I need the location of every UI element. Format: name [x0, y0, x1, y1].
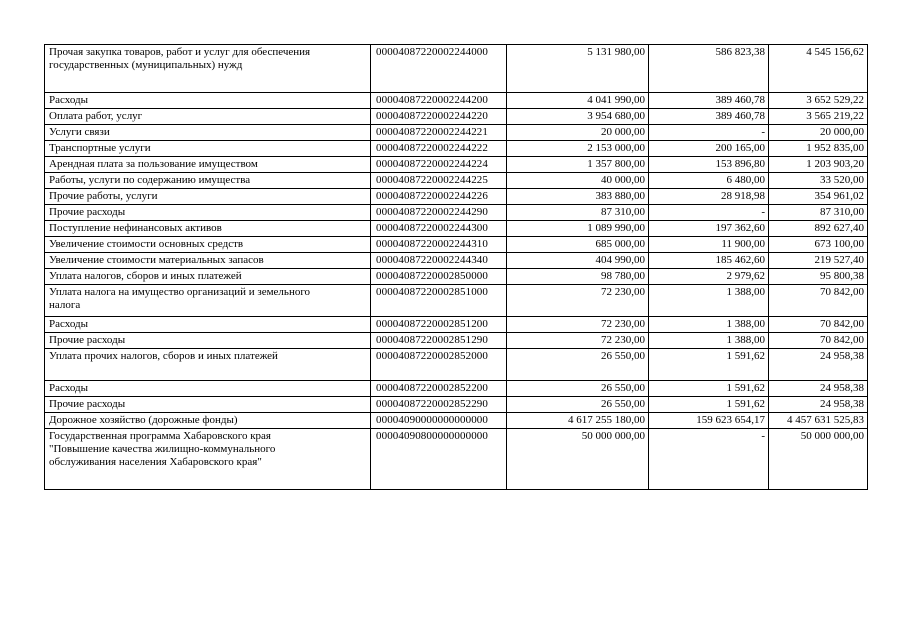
row-done: 586 823,38	[649, 45, 769, 93]
row-done: 197 362,60	[649, 221, 769, 237]
row-spacer	[322, 125, 371, 141]
table-row	[45, 221, 868, 237]
row-rest: 50 000 000,00	[769, 429, 868, 490]
row-done: 389 460,78	[649, 109, 769, 125]
table-row	[45, 413, 868, 429]
table-row	[45, 349, 868, 381]
row-rest: 20 000,00	[769, 125, 868, 141]
row-done: 1 388,00	[649, 317, 769, 333]
row-spacer	[322, 317, 371, 333]
row-plan: 20 000,00	[507, 125, 649, 141]
row-code: 00004090000000000000	[371, 413, 507, 429]
row-spacer	[322, 189, 371, 205]
row-name: Арендная плата за пользование имуществом	[45, 157, 322, 173]
row-code: 00004087220002244000	[371, 45, 507, 93]
row-code: 00004087220002244300	[371, 221, 507, 237]
table-row	[45, 269, 868, 285]
row-plan: 3 954 680,00	[507, 109, 649, 125]
row-name: Прочая закупка товаров, работ и услуг для обеспечения государственных (муниципальных) нужд	[45, 45, 322, 93]
row-done: 1 591,62	[649, 381, 769, 397]
row-spacer	[322, 45, 371, 93]
row-name: Уплата налога на имущество организаций и земельного налога	[45, 285, 322, 317]
row-name: Увеличение стоимости материальных запасов	[45, 253, 322, 269]
row-name: Прочие работы, услуги	[45, 189, 322, 205]
row-plan: 1 357 800,00	[507, 157, 649, 173]
table-row	[45, 141, 868, 157]
row-spacer	[322, 413, 371, 429]
row-done: 1 388,00	[649, 333, 769, 349]
row-code: 00004087220002244200	[371, 93, 507, 109]
row-code: 00004087220002244225	[371, 173, 507, 189]
row-plan: 1 089 990,00	[507, 221, 649, 237]
row-rest: 87 310,00	[769, 205, 868, 221]
row-rest: 24 958,38	[769, 397, 868, 413]
table-row	[45, 253, 868, 269]
row-code: 00004087220002244222	[371, 141, 507, 157]
row-name: Прочие расходы	[45, 333, 322, 349]
table-row	[45, 189, 868, 205]
row-done: 6 480,00	[649, 173, 769, 189]
row-plan: 26 550,00	[507, 349, 649, 381]
row-done: 28 918,98	[649, 189, 769, 205]
row-plan: 685 000,00	[507, 237, 649, 253]
row-name: Расходы	[45, 381, 322, 397]
row-rest: 892 627,40	[769, 221, 868, 237]
row-plan: 4 041 990,00	[507, 93, 649, 109]
row-plan: 5 131 980,00	[507, 45, 649, 93]
row-name: Увеличение стоимости основных средств	[45, 237, 322, 253]
table-row	[45, 317, 868, 333]
row-name: Дорожное хозяйство (дорожные фонды)	[45, 413, 322, 429]
row-name: Прочие расходы	[45, 397, 322, 413]
table-row	[45, 125, 868, 141]
row-spacer	[322, 349, 371, 381]
row-code: 00004090800000000000	[371, 429, 507, 490]
row-done: 153 896,80	[649, 157, 769, 173]
row-code: 00004087220002852200	[371, 381, 507, 397]
row-code: 00004087220002244310	[371, 237, 507, 253]
table-row	[45, 397, 868, 413]
row-rest: 219 527,40	[769, 253, 868, 269]
row-spacer	[322, 157, 371, 173]
row-code: 00004087220002851200	[371, 317, 507, 333]
row-rest: 3 565 219,22	[769, 109, 868, 125]
row-code: 00004087220002244340	[371, 253, 507, 269]
row-name: Расходы	[45, 93, 322, 109]
row-spacer	[322, 221, 371, 237]
row-rest: 70 842,00	[769, 285, 868, 317]
row-plan: 72 230,00	[507, 333, 649, 349]
row-done: -	[649, 205, 769, 221]
row-code: 00004087220002244290	[371, 205, 507, 221]
row-spacer	[322, 141, 371, 157]
row-name: Услуги связи	[45, 125, 322, 141]
row-done: 159 623 654,17	[649, 413, 769, 429]
row-code: 00004087220002244224	[371, 157, 507, 173]
row-spacer	[322, 285, 371, 317]
table-row	[45, 237, 868, 253]
row-spacer	[322, 93, 371, 109]
row-rest: 33 520,00	[769, 173, 868, 189]
row-rest: 70 842,00	[769, 317, 868, 333]
row-rest: 354 961,02	[769, 189, 868, 205]
row-done: 1 591,62	[649, 349, 769, 381]
row-name: Уплата налогов, сборов и иных платежей	[45, 269, 322, 285]
table-row	[45, 109, 868, 125]
row-spacer	[322, 381, 371, 397]
row-rest: 673 100,00	[769, 237, 868, 253]
row-name: Уплата прочих налогов, сборов и иных платежей	[45, 349, 322, 381]
row-done: 1 388,00	[649, 285, 769, 317]
row-plan: 87 310,00	[507, 205, 649, 221]
row-name: Поступление нефинансовых активов	[45, 221, 322, 237]
table-row	[45, 333, 868, 349]
row-rest: 4 457 631 525,83	[769, 413, 868, 429]
row-plan: 404 990,00	[507, 253, 649, 269]
row-rest: 1 203 903,20	[769, 157, 868, 173]
row-plan: 383 880,00	[507, 189, 649, 205]
row-name: Транспортные услуги	[45, 141, 322, 157]
row-done: 389 460,78	[649, 93, 769, 109]
row-plan: 2 153 000,00	[507, 141, 649, 157]
table-row	[45, 429, 868, 490]
row-code: 00004087220002852000	[371, 349, 507, 381]
row-code: 00004087220002851000	[371, 285, 507, 317]
row-plan: 50 000 000,00	[507, 429, 649, 490]
row-spacer	[322, 429, 371, 490]
row-name: Расходы	[45, 317, 322, 333]
row-rest: 3 652 529,22	[769, 93, 868, 109]
row-code: 00004087220002244220	[371, 109, 507, 125]
row-name: Работы, услуги по содержанию имущества	[45, 173, 322, 189]
row-done: 2 979,62	[649, 269, 769, 285]
row-code: 00004087220002852290	[371, 397, 507, 413]
row-name: Государственная программа Хабаровского края "Повышение качества жилищно-коммунального обслуживания населения Хабаровского края"	[45, 429, 322, 490]
row-spacer	[322, 173, 371, 189]
row-name: Прочие расходы	[45, 205, 322, 221]
row-code: 00004087220002850000	[371, 269, 507, 285]
budget-execution-table	[44, 44, 868, 490]
table-row	[45, 93, 868, 109]
row-plan: 26 550,00	[507, 381, 649, 397]
row-rest: 24 958,38	[769, 381, 868, 397]
row-plan: 4 617 255 180,00	[507, 413, 649, 429]
row-spacer	[322, 269, 371, 285]
row-spacer	[322, 237, 371, 253]
table-row	[45, 157, 868, 173]
table-row	[45, 381, 868, 397]
row-rest: 70 842,00	[769, 333, 868, 349]
table-body	[45, 45, 868, 490]
table-row	[45, 285, 868, 317]
row-code: 00004087220002244221	[371, 125, 507, 141]
table-row	[45, 45, 868, 93]
row-done: -	[649, 125, 769, 141]
row-rest: 95 800,38	[769, 269, 868, 285]
row-code: 00004087220002244226	[371, 189, 507, 205]
row-done: 11 900,00	[649, 237, 769, 253]
row-rest: 24 958,38	[769, 349, 868, 381]
row-spacer	[322, 109, 371, 125]
row-plan: 98 780,00	[507, 269, 649, 285]
row-rest: 4 545 156,62	[769, 45, 868, 93]
row-done: -	[649, 429, 769, 490]
row-spacer	[322, 253, 371, 269]
row-rest: 1 952 835,00	[769, 141, 868, 157]
row-spacer	[322, 205, 371, 221]
row-plan: 40 000,00	[507, 173, 649, 189]
row-done: 185 462,60	[649, 253, 769, 269]
row-done: 1 591,62	[649, 397, 769, 413]
row-code: 00004087220002851290	[371, 333, 507, 349]
table-row	[45, 173, 868, 189]
row-plan: 72 230,00	[507, 317, 649, 333]
table-row	[45, 205, 868, 221]
row-spacer	[322, 333, 371, 349]
row-done: 200 165,00	[649, 141, 769, 157]
row-spacer	[322, 397, 371, 413]
row-name: Оплата работ, услуг	[45, 109, 322, 125]
row-plan: 26 550,00	[507, 397, 649, 413]
row-plan: 72 230,00	[507, 285, 649, 317]
